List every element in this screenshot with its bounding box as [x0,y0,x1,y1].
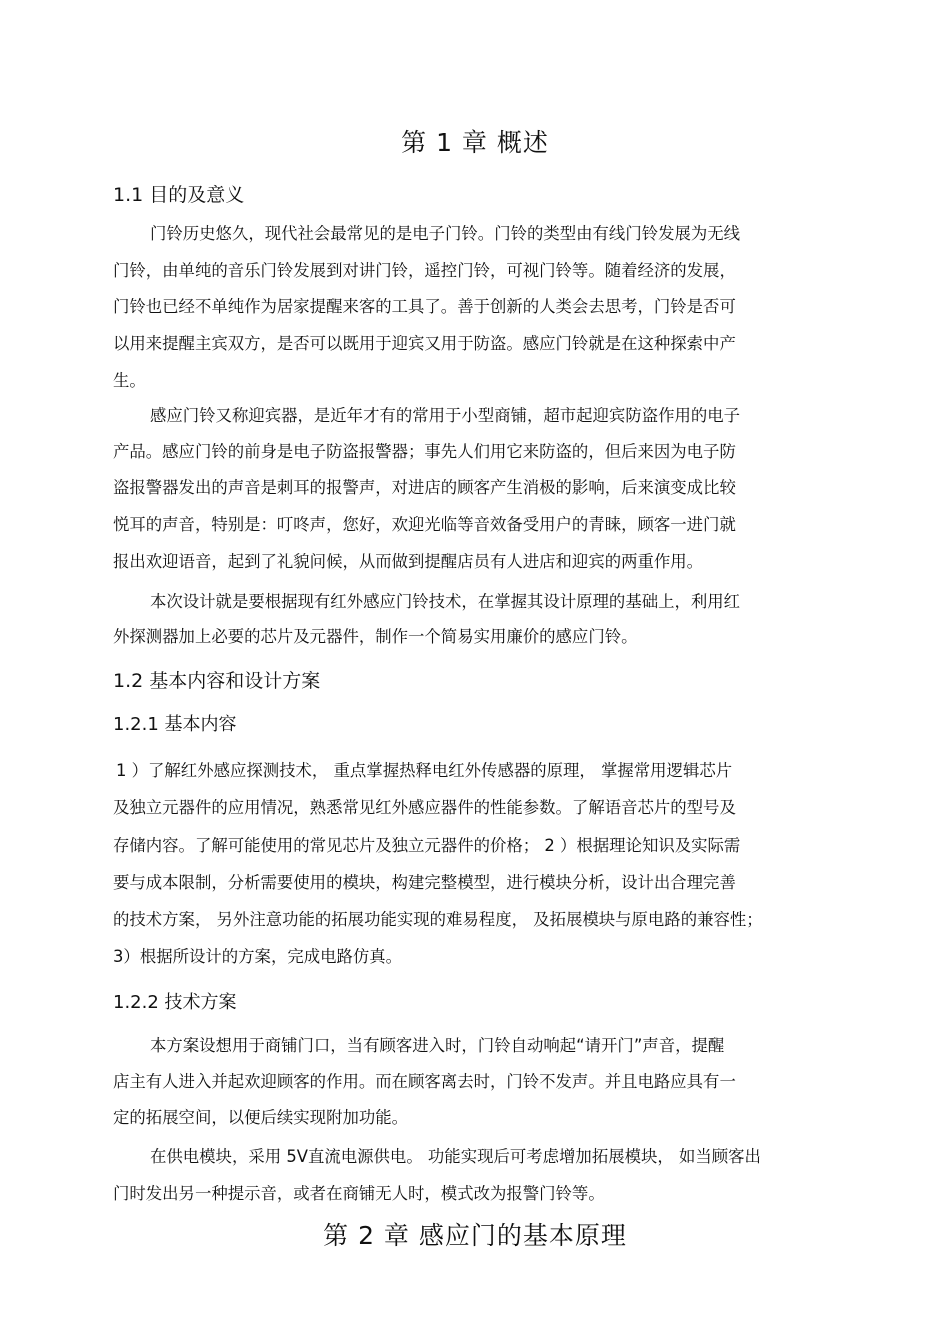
chapter-2-title: 第 2 章 感应门的基本原理 [323,1221,627,1250]
section-1-1-heading: 1.1 目的及意义 [113,184,245,206]
paragraph-line: 1 ）了解红外感应探测技术， 重点掌握热释电红外传感器的原理， 掌握常用逻辑芯片 [116,761,733,780]
section-1-2-2-heading: 1.2.2 技术方案 [113,992,237,1013]
paragraph-line: 门时发出另一种提示音，或者在商铺无人时，模式改为报警门铃等。 [113,1184,605,1203]
paragraph-line: 以用来提醒主宾双方，是否可以既用于迎宾又用于防盗。感应门铃就是在这种探索中产 [113,334,736,353]
paragraph-line: 在供电模块，采用 5V直流电源供电。 功能实现后可考虑增加拓展模块， 如当顾客出 [150,1147,761,1166]
paragraph-line: 盗报警器发出的声音是刺耳的报警声，对进店的顾客产生消极的影响，后来演变成比较 [113,478,736,497]
paragraph-line: 本次设计就是要根据现有红外感应门铃技术，在掌握其设计原理的基础上，利用红 [150,592,741,611]
paragraph-line: 要与成本限制，分析需要使用的模块，构建完整模型，进行模块分析，设计出合理完善 [113,873,736,892]
paragraph-line: 产品。感应门铃的前身是电子防盗报警器；事先人们用它来防盗的，但后来因为电子防 [113,442,736,461]
paragraph-line: 存储内容。了解可能使用的常见芯片及独立元器件的价格； 2 ）根据理论知识及实际需 [113,836,741,855]
paragraph-line: 的技术方案， 另外注意功能的拓展功能实现的难易程度， 及拓展模块与原电路的兼容性； [113,910,763,929]
section-1-2-1-heading: 1.2.1 基本内容 [113,714,237,735]
paragraph-line: 悦耳的声音，特别是：叮咚声，您好，欢迎光临等音效备受用户的青睐，顾客一进门就 [113,515,736,534]
paragraph-line: 定的拓展空间，以便后续实现附加功能。 [113,1108,409,1127]
chapter-1-title: 第 1 章 概述 [401,128,549,157]
paragraph-line: 报出欢迎语音，起到了礼貌问候，从而做到提醒店员有人进店和迎宾的两重作用。 [113,552,704,571]
paragraph-line: 店主有人进入并起欢迎顾客的作用。而在顾客离去时，门铃不发声。并且电路应具有一 [113,1072,736,1091]
paragraph-line: 门铃历史悠久，现代社会最常见的是电子门铃。门铃的类型由有线门铃发展为无线 [150,224,741,243]
paragraph-line: 及独立元器件的应用情况，熟悉常见红外感应器件的性能参数。了解语音芯片的型号及 [113,798,736,817]
paragraph-line: 感应门铃又称迎宾器，是近年才有的常用于小型商铺，超市起迎宾防盗作用的电子 [150,406,741,425]
paragraph-line: 门铃，由单纯的音乐门铃发展到对讲门铃，遥控门铃，可视门铃等。随着经济的发展， [113,261,736,280]
paragraph-line: 3）根据所设计的方案，完成电路仿真。 [113,947,403,966]
paragraph-line: 外探测器加上必要的芯片及元器件，制作一个简易实用廉价的感应门铃。 [113,627,638,646]
paragraph-line: 生。 [113,371,146,390]
paragraph-line: 门铃也已经不单纯作为居家提醒来客的工具了。善于创新的人类会去思考，门铃是否可 [113,297,736,316]
section-1-2-heading: 1.2 基本内容和设计方案 [113,670,321,692]
paragraph-line: 本方案设想用于商铺门口，当有顾客进入时，门铃自动响起“请开门”声音，提醒 [150,1036,725,1055]
